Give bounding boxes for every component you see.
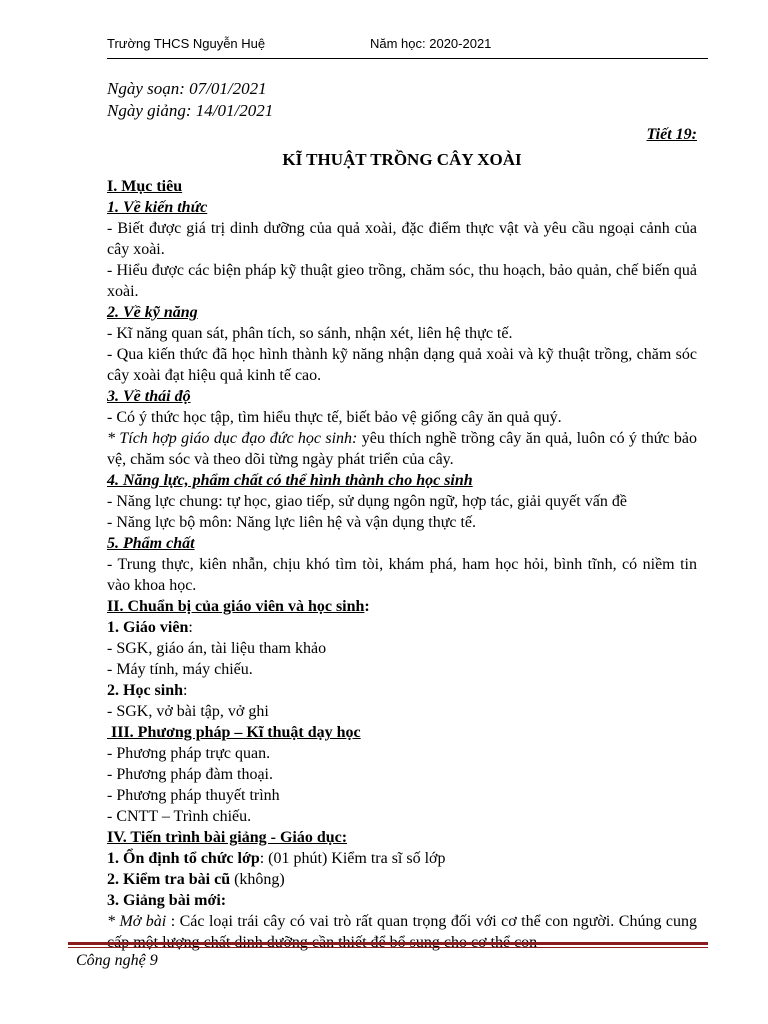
subsection-heading: 2. Về kỹ năng xyxy=(107,304,198,321)
header-rule xyxy=(107,58,708,59)
section-heading-row xyxy=(107,596,697,617)
step-text: : (01 phút) Kiểm tra sĩ số lớp xyxy=(259,850,446,867)
section-heading: II. Chuẩn bị của giáo viên và học sinh xyxy=(107,598,365,615)
subsection-heading: 5. Phẩm chất xyxy=(107,535,195,552)
intro-label: * Mở bài xyxy=(107,913,167,930)
subsection-heading: 4. Năng lực, phẩm chất có thể hình thành cho học sinh xyxy=(107,472,473,489)
teaching-date: Ngày giảng: 14/01/2021 xyxy=(107,101,274,120)
paragraph xyxy=(107,428,697,470)
list-item: - Máy tính, máy chiếu. xyxy=(107,661,253,678)
school-name: Trường THCS Nguyễn Huệ xyxy=(107,36,266,51)
step-row xyxy=(107,869,697,890)
heading-colon: : xyxy=(188,619,193,636)
step-label: 1. Ổn định tổ chức lớp xyxy=(107,850,260,867)
preparation-date: Ngày soạn: 07/01/2021 xyxy=(107,79,267,98)
subsection-heading: 2. Học sinh xyxy=(107,682,184,699)
subsection-heading: 1. Về kiến thức xyxy=(107,199,208,216)
step-row xyxy=(107,848,697,869)
integration-text: yêu thích nghề trồng cây ăn quả, luôn có ý thức bảo vệ, chăm sóc và theo dõi từng ngày phát triển của cây. xyxy=(107,430,697,468)
section-heading: III. Phương pháp – Kĩ thuật dạy học xyxy=(107,724,361,741)
list-item: - Phương pháp trực quan. xyxy=(107,745,271,762)
paragraph: - Năng lực chung: tự học, giao tiếp, sử dụng ngôn ngữ, hợp tác, giải quyết vấn đề xyxy=(107,493,627,510)
list-item: - Phương pháp đàm thoại. xyxy=(107,766,273,783)
list-item: - SGK, vở bài tập, vở ghi xyxy=(107,703,269,720)
footer-rule xyxy=(68,942,708,945)
section-heading: IV. Tiến trình bài giảng - Giáo dục: xyxy=(107,829,348,846)
step-label: 3. Giảng bài mới: xyxy=(107,892,227,909)
paragraph: - Hiểu được các biện pháp kỹ thuật gieo trồng, chăm sóc, thu hoạch, bảo quản, chế biến quả xoài. xyxy=(107,262,697,300)
footer-rule xyxy=(68,947,708,948)
list-item: - CNTT – Trình chiếu. xyxy=(107,808,252,825)
paragraph: - Trung thực, kiên nhẫn, chịu khó tìm tòi, khám phá, ham học hỏi, bình tĩnh, có niềm tin vào khoa học. xyxy=(107,556,697,594)
step-text: (không) xyxy=(230,871,285,888)
paragraph: - Biết được giá trị dinh dưỡng của quả xoài, đặc điểm thực vật và yêu cầu ngoại cảnh của cây xoài. xyxy=(107,220,697,258)
integration-label: * Tích hợp giáo dục đạo đức học sinh: xyxy=(107,430,358,447)
subsection-heading: 3. Về thái độ xyxy=(107,388,191,405)
heading-colon: : xyxy=(364,598,370,615)
paragraph: - Năng lực bộ môn: Năng lực liên hệ và vận dụng thực tế. xyxy=(107,514,477,531)
footer-subject: Công nghệ 9 xyxy=(76,952,158,969)
school-year: Năm học: 2020-2021 xyxy=(370,36,492,51)
paragraph: - Kĩ năng quan sát, phân tích, so sánh, nhận xét, liên hệ thực tế. xyxy=(107,325,513,342)
subsection-heading-row xyxy=(107,617,697,638)
list-item: - Phương pháp thuyết trình xyxy=(107,787,280,804)
subsection-heading-row xyxy=(107,680,697,701)
page-header xyxy=(107,36,708,56)
list-item: - SGK, giáo án, tài liệu tham khảo xyxy=(107,640,327,657)
subsection-heading: 1. Giáo viên xyxy=(107,619,189,636)
document-body xyxy=(107,78,697,953)
paragraph: - Qua kiến thức đã học hình thành kỹ năng nhận dạng quả xoài và kỹ thuật trồng, chăm sóc cây xoài đạt hiệu quả kinh tế cao. xyxy=(107,346,697,384)
paragraph: - Có ý thức học tập, tìm hiểu thực tế, biết bảo vệ giống cây ăn quả quý. xyxy=(107,409,562,426)
lesson-title: KĨ THUẬT TRỒNG CÂY XOÀI xyxy=(282,150,522,169)
lesson-number-row xyxy=(107,124,697,145)
intro-text: : Các loại trái cây có vai trò rất quan trọng đối với cơ thể con người. Chúng cung cấp một lượng chất dinh dưỡng cần thiết để bổ sung cho cơ thể con xyxy=(107,913,698,951)
heading-colon: : xyxy=(183,682,188,699)
step-label: 2. Kiểm tra bài cũ xyxy=(107,871,231,888)
section-heading: I. Mục tiêu xyxy=(107,178,183,195)
lesson-number: Tiết 19: xyxy=(646,126,697,143)
